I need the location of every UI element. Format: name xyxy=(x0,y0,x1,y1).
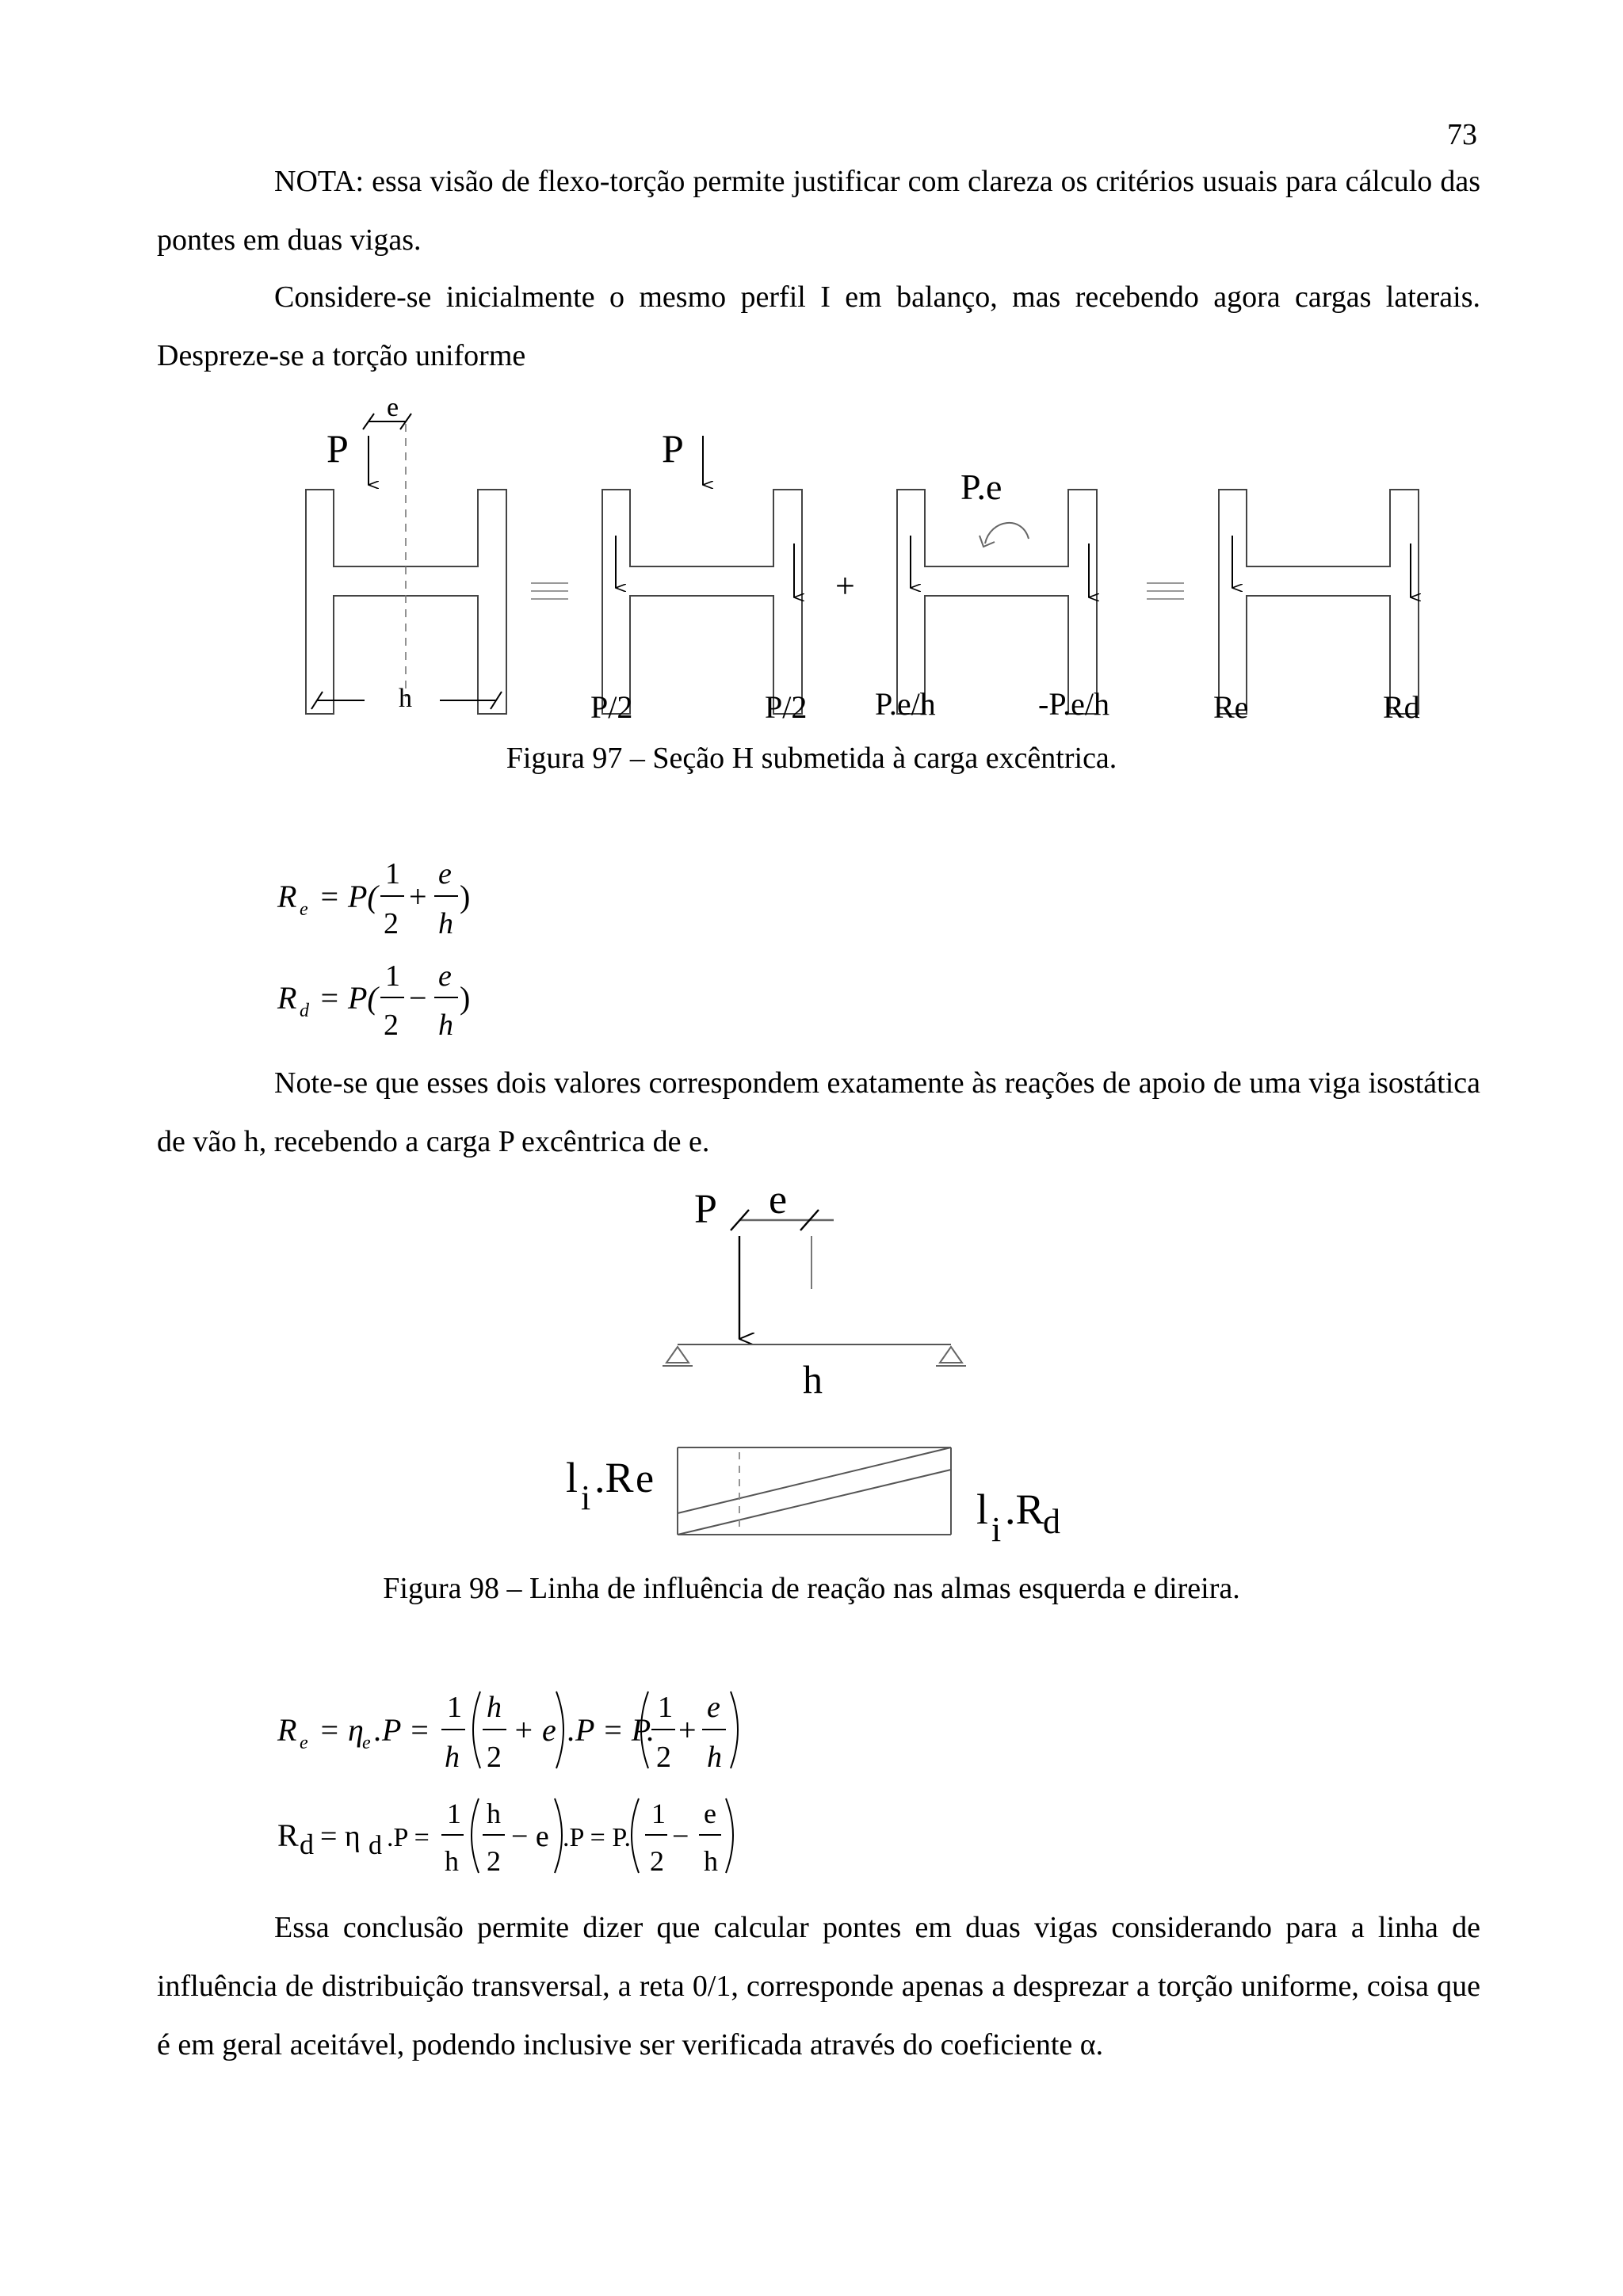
label-p2-b: P/2 xyxy=(765,689,808,725)
svg-text:i: i xyxy=(581,1478,591,1517)
svg-text:e: e xyxy=(438,959,452,993)
svg-text:2: 2 xyxy=(650,1845,664,1877)
svg-text:): ) xyxy=(460,879,471,914)
svg-text:e: e xyxy=(438,857,452,891)
svg-text:e: e xyxy=(707,1691,720,1724)
svg-text:e: e xyxy=(704,1798,716,1829)
label-li-re: l xyxy=(566,1454,579,1501)
label-p: P xyxy=(694,1187,717,1232)
svg-text:2: 2 xyxy=(384,1009,399,1042)
label-p-2: P xyxy=(662,426,684,471)
svg-text:+ e: + e xyxy=(513,1712,556,1748)
svg-text:R: R xyxy=(277,980,297,1016)
svg-text:1: 1 xyxy=(651,1798,666,1829)
svg-text:1: 1 xyxy=(385,857,400,891)
label-p-1: P xyxy=(327,426,349,471)
svg-text:e: e xyxy=(636,1456,655,1501)
svg-text:1: 1 xyxy=(385,959,400,993)
svg-text:h: h xyxy=(438,907,453,940)
svg-text:.P =: .P = xyxy=(387,1823,430,1852)
label-p2-a: P/2 xyxy=(590,689,633,725)
svg-text:h: h xyxy=(487,1691,502,1724)
svg-text:h: h xyxy=(707,1741,722,1774)
svg-text:d: d xyxy=(300,1829,314,1860)
svg-text:= η: = η xyxy=(320,1820,361,1853)
svg-text:R: R xyxy=(277,879,297,914)
label-plus: + xyxy=(835,566,855,605)
paragraph-note-se: Note-se que esses dois valores correspondem exatamente às reações de apoio de uma viga isostática de vão h, recebendo a carga P excêntrica de e. xyxy=(157,1066,1480,1158)
svg-text:d: d xyxy=(369,1831,382,1860)
svg-text:+: + xyxy=(678,1712,697,1748)
svg-text:d: d xyxy=(300,1001,309,1021)
svg-text:h: h xyxy=(487,1798,501,1829)
svg-text:2: 2 xyxy=(487,1845,501,1877)
svg-text:2: 2 xyxy=(656,1741,671,1774)
svg-text:1: 1 xyxy=(658,1691,673,1724)
svg-text:h: h xyxy=(445,1845,459,1877)
svg-text:.R: .R xyxy=(594,1454,634,1501)
svg-text:h: h xyxy=(704,1845,718,1877)
paragraph-essa-conclusao: Essa conclusão permite dizer que calcular pontes em duas vigas considerando para a linha de influência de distribuição transversal, a reta 0/1, corresponde apenas a desprezar a torção uniforme, coisa que é em geral aceitável, podendo inclusive ser verificada através do coeficiente α. xyxy=(157,1911,1480,2061)
label-e: e xyxy=(769,1177,788,1222)
svg-text:.P =: .P = xyxy=(374,1712,430,1748)
svg-text:= P(: = P( xyxy=(319,980,378,1016)
svg-text:d: d xyxy=(1043,1502,1060,1541)
svg-text:1: 1 xyxy=(447,1798,461,1829)
label-pe: P.e xyxy=(960,467,1002,507)
svg-text:e: e xyxy=(362,1733,371,1753)
svg-text:.P = P.: .P = P. xyxy=(563,1823,631,1852)
label-mpeh: -P.e/h xyxy=(1038,686,1109,722)
svg-text:i: i xyxy=(991,1510,1002,1549)
label-e: e xyxy=(387,393,399,422)
svg-text:+: + xyxy=(409,879,427,914)
svg-text:.R: .R xyxy=(1005,1486,1044,1533)
svg-text:= P(: = P( xyxy=(319,879,378,914)
label-h: h xyxy=(803,1357,823,1402)
svg-text:− e: − e xyxy=(511,1820,549,1853)
svg-text:e: e xyxy=(300,1733,308,1753)
label-h: h xyxy=(399,684,412,713)
label-li-rd: l xyxy=(976,1486,989,1533)
svg-text:1: 1 xyxy=(447,1691,462,1724)
svg-text:R: R xyxy=(277,1712,297,1748)
label-peh: P.e/h xyxy=(875,686,936,722)
paragraph-considere: Considere-se inicialmente o mesmo perfil I em balanço, mas recebendo agora cargas laterais. Despreze-se a torção uniforme xyxy=(157,280,1480,372)
svg-text:2: 2 xyxy=(384,907,399,940)
svg-text:h: h xyxy=(445,1741,460,1774)
svg-text:h: h xyxy=(438,1009,453,1042)
svg-text:= η: = η xyxy=(319,1712,364,1748)
label-rd: Rd xyxy=(1383,689,1420,725)
svg-text:): ) xyxy=(460,980,471,1016)
paragraph-nota: NOTA: essa visão de flexo-torção permite justificar com clareza os critérios usuais para cálculo das pontes em duas vigas. xyxy=(157,165,1480,257)
page-number: 73 xyxy=(1447,118,1477,151)
caption-figure-98: Figura 98 – Linha de influência de reação nas almas esquerda e direira. xyxy=(383,1572,1240,1605)
label-re: Re xyxy=(1213,689,1249,725)
svg-text:R: R xyxy=(277,1817,299,1853)
svg-text:−: − xyxy=(672,1820,689,1853)
svg-text:−: − xyxy=(409,980,427,1016)
svg-text:2: 2 xyxy=(487,1741,502,1774)
svg-text:e: e xyxy=(300,899,308,920)
caption-figure-97: Figura 97 – Seção H submetida à carga excêntrica. xyxy=(506,742,1117,775)
svg-text:.P = P.: .P = P. xyxy=(567,1712,655,1748)
